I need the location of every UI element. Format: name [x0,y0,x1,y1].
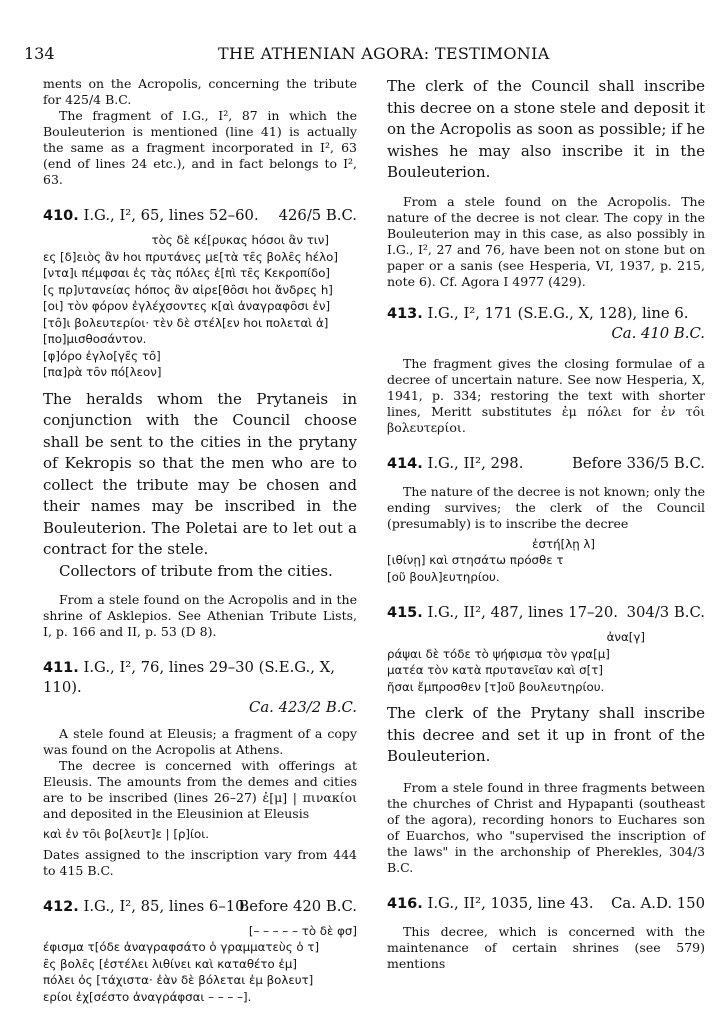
entry-415-heading [387,603,705,623]
entry-411-heading [43,658,357,698]
greek-line: [οι] τὸν φόρον ἐγλέχσοντες κ[αὶ ἀναγραφο̑σι ἐν] [43,299,331,313]
greek-line: [πο]μισθοσάντον. [43,332,147,346]
translation-410: The heralds whom the Prytaneis in conjunction with the Council choose shall be sent to the cities in the prytany of Kekropis so that the men who are to collect the tribute may be chosen and their names may be inscribed in the Bouleuterion. The Poletai are to let out a contract for the stele. [43,389,357,558]
entry-number: 410. [43,208,79,224]
greek-line: [οῦ βουλ]ευτηρίου. [387,569,500,584]
note-415: From a stele found in three fragments between the churches of Christ and Hypapanti (southeast of the agora), recording honors to Euchares son of Euarchos, who "supervised the inscription of the laws" in the archonship of Pherekles, 304/3 B.C. [387,779,705,875]
greek-line: [πα]ρὰ το̑ν πό[λεον] [43,365,162,379]
note-416: This decree, which is concerned with the maintenance of certain shrines (see 579) mentions [387,923,705,971]
greek-line: έφισμα τ[όδε ἀναγραφσάτο ὁ γραμματεὺς ὁ τ] [43,940,320,954]
entry-reference: I.G., I², 76, lines 29–30 (S.E.G., X, 110). [43,659,335,696]
greek-line: [ς πρ]υτανείας hόπος ἂν αἱρε[θο̑σι hoι ἄνδρες h] [43,282,333,297]
greek-line: [το̑]ι βολευτερίοι· τὲν δὲ στέλ[εν hoι πολεταὶ ἀ] [43,315,329,330]
greek-line: [φ]όρο ἐγλο[γε̑ς το̑] [43,348,161,363]
greek-line: πόλει ὀς [τάχιστα· ἐὰν δὲ βόλεται ἐμ βολευτ] [43,973,314,987]
greek-line: τὸς δὲ κέ[ρυκας hόσοι ἂν τιν] [151,233,329,247]
entry-reference: I.G., I², 65, lines 52–60. [83,207,259,224]
greek-line: ε̑ς βολε̑ς [ἐστέλει λιθίνει καὶ καταθέτο ἐμ] [43,956,297,971]
entry-reference: I.G., I², 171 (S.E.G., X, 128), line 6. [427,304,689,322]
entry-416-heading [387,894,705,914]
translation-412: The clerk of the Council shall inscribe this decree on a stone stele and deposit it on the Acropolis as soon as possible; if he wishes he may also inscribe it in the Bouleuterion. [387,77,706,181]
entry-number: 413. [387,305,423,322]
intro-paragraph-1: ments on the Acropolis, concerning the tribute for 425/4 B.C. [43,76,357,107]
greek-line: ματέα τὸν κατὰ πρυτανεῖαν καὶ σ[τ] [387,663,603,677]
translation-415: The clerk of the Prytany shall inscribe this decree and set it up in front of the Bouleuterion. [387,704,705,765]
entry-reference: I.G., II², 487, lines 17–20. [427,604,618,621]
entry-413-heading [387,304,705,324]
greek-text-410 [43,232,357,381]
entry-number: 414. [387,455,423,472]
greek-line: ἐστή[λῃ λ] [532,536,595,551]
note-414: The nature of the decree is not known; only the ending survives; the clerk of the Council (presumably) is to inscribe the decree [387,483,705,531]
greek-text-414 [387,536,705,586]
greek-text-415 [387,629,705,695]
right-column [387,76,705,972]
greek-text-412 [43,923,357,1006]
entry-number: 412. [43,898,79,915]
entry-reference: I.G., II², 1035, line 43. [427,894,594,912]
entry-date: 426/5 B.C. [278,207,357,224]
entry-reference: I.G., I², 85, lines 6–10. [83,897,250,915]
note-411-2: The decree is concerned with offerings at Eleusis. The amounts from the demes and cities are to be inscribed (lines 26–27) ἐ[μ] | πινακίοι and deposited in the Eleusinion at Eleusis [43,758,357,821]
note-413: The fragment gives the closing formulae of a decree of uncertain nature. See now Hesperia, X, 1941, p. 334; restoring the text with shorter lines, Meritt substitutes ἐμ πόλει for ἐν το̑ι βολευτερίοι. [387,355,705,435]
greek-line: καὶ ἐν το̑ι βο[λευτ]ε | [ρ]ίοι. [43,827,209,841]
greek-line: ερίοι ἐχ[σέστο ἀναγράφσαι – – – –]. [43,989,252,1004]
greek-line: [ντα]ι πέμφσαι ἐς τὰς πόλες ἐ[πὶ τε̑ς Κεκροπίδο] [43,266,331,280]
entry-410-heading [43,206,357,226]
note-412: From a stele found on the Acropolis. The nature of the decree is not clear. The copy in the Bouleuterion may in this case, as also possibly in I.G., I², 27 and 76, have been not on stone but on paper or a sanis (see Hesperia, VI, 1937, p. 215, note 6). Cf. Agora I 4977 (429). [387,193,705,289]
left-column [43,76,357,1005]
greek-line: ες [δ]ειὸς ἂν hoι πρυτάνες με[τὰ τε̑ς βολε̑ς hέλο] [43,249,338,264]
entry-number: 415. [387,605,423,621]
greek-line: ῆσαι ἔμπροσθεν [τ]οῦ βουλευτηρίου. [387,679,605,694]
greek-line: [ιθίνῃ] καὶ στησάτω πρόσθε τ [387,553,564,567]
greek-line: ράψαι δὲ τόδε τὸ ψήφισμα τὸν γρα[μ] [387,646,610,661]
entry-date: 304/3 B.C. [626,604,705,621]
note-411-3: Dates assigned to the inscription vary from 444 to 415 B.C. [43,846,357,878]
page-number: 134 [24,44,55,63]
note-411-1: A stele found at Eleusis; a fragment of a copy was found on the Acropolis at Athens. [43,726,357,757]
entry-number: 416. [387,895,423,912]
entry-date: Ca. 423/2 B.C. [249,699,357,716]
entry-number: 411. [43,660,79,676]
translation-410-b: Collectors of tribute from the cities. [59,561,333,580]
greek-line: ἀνα[γ] [606,630,645,644]
greek-line: [– – – – – τὸ δὲ φσ] [248,923,357,938]
entry-412-heading [43,897,357,917]
entry-date: Ca. A.D. 150 [611,894,705,912]
entry-date: Before 336/5 B.C. [572,454,705,472]
intro-paragraph-2: The fragment of I.G., I², 87 in which the Bouleuterion is mentioned (line 41) is actually the same as a fragment incorporated in I², 63 (end of lines 24 etc.), and in fact belongs to I², 63. [43,108,357,187]
entry-date: Before 420 B.C. [238,897,357,915]
entry-reference: I.G., II², 298. [427,454,524,472]
entry-date: Ca. 410 B.C. [611,324,705,342]
entry-414-heading [387,454,705,474]
note-410: From a stele found on the Acropolis and in the shrine of Asklepios. See Athenian Tribute Lists, I, p. 166 and II, p. 53 (D 8). [43,592,357,639]
running-title: THE ATHENIAN AGORA: TESTIMONIA [218,44,550,63]
